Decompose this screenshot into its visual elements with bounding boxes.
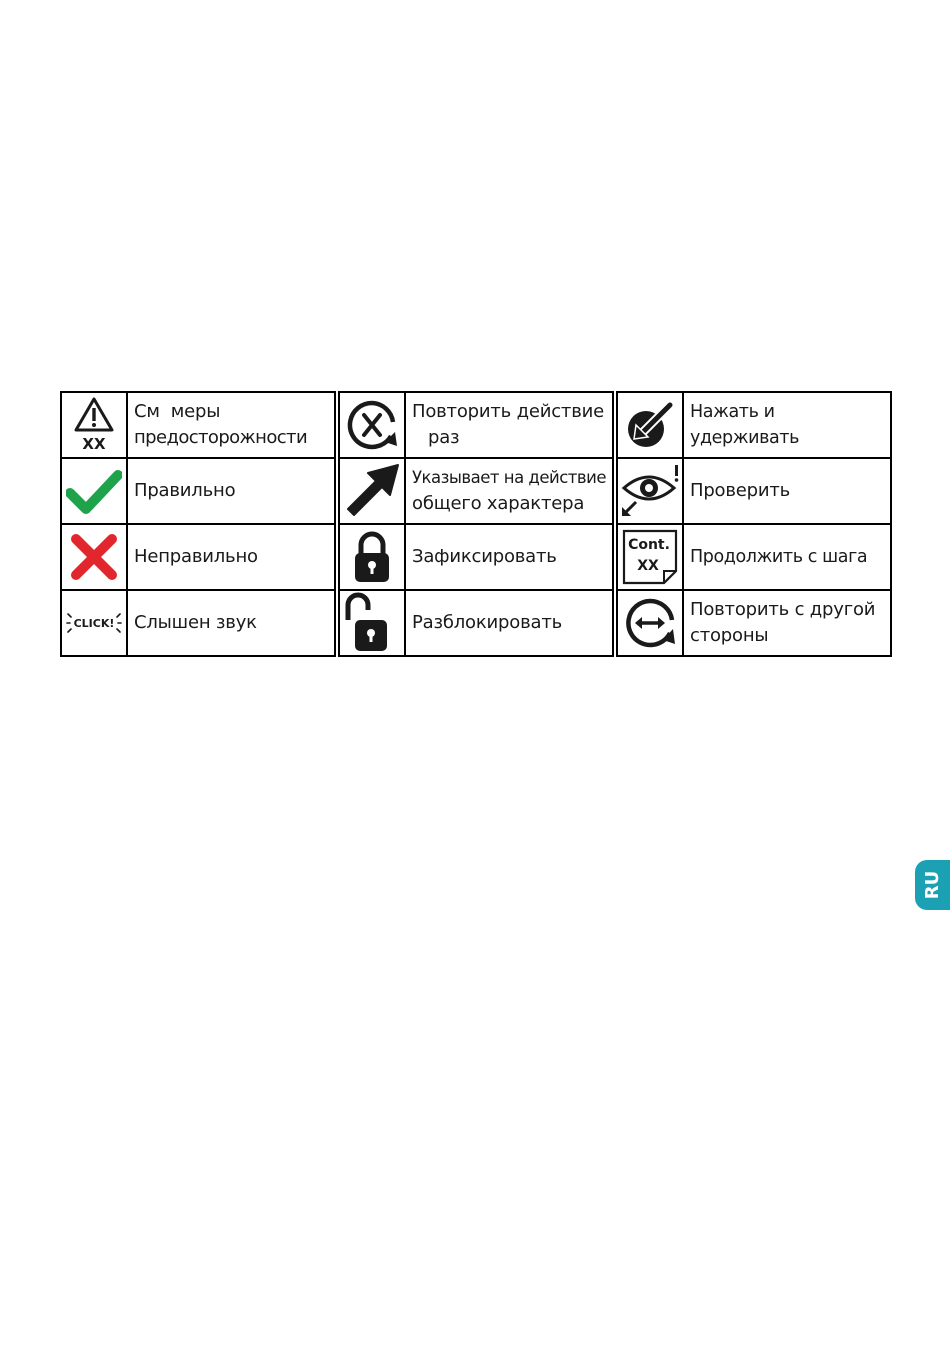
legend-table-col3	[616, 391, 892, 657]
caution-badge-text: XX	[82, 435, 106, 453]
legend-label: Зафиксировать	[405, 524, 613, 590]
legend-label	[405, 392, 613, 458]
icon-cell	[617, 392, 683, 458]
legend-row	[617, 590, 891, 656]
click-sound-icon	[64, 608, 124, 638]
legend-label: Проверить	[683, 458, 891, 524]
legend-row	[339, 524, 613, 590]
continue-note-icon	[621, 528, 679, 586]
legend-row	[61, 590, 335, 656]
diagonal-arrow-icon	[342, 461, 402, 521]
legend-row	[61, 524, 335, 590]
rotate-other-side-icon	[623, 596, 677, 650]
icon-cell	[617, 524, 683, 590]
language-tab	[915, 860, 950, 910]
legend-table-col1	[60, 391, 336, 657]
legend-label-line: стороны	[690, 625, 769, 646]
green-check-icon	[66, 467, 122, 515]
legend-row	[339, 392, 613, 458]
icon-cell	[61, 392, 127, 458]
legend-row	[61, 458, 335, 524]
language-label: RU	[922, 870, 943, 900]
legend-label	[683, 590, 891, 656]
lock-open-icon	[342, 592, 396, 654]
caution-triangle-xx-icon	[69, 396, 119, 454]
legend-row	[617, 524, 891, 590]
legend-row	[617, 392, 891, 458]
legend-label	[405, 458, 613, 524]
icon-cell	[339, 524, 405, 590]
legend-label-line: См меры	[134, 401, 221, 422]
icon-cell	[61, 524, 127, 590]
press-hold-icon	[622, 399, 678, 451]
cont-badge-text: Cont.	[628, 537, 670, 553]
icon-cell	[339, 458, 405, 524]
legend-row	[339, 590, 613, 656]
repeat-x-icon	[345, 398, 399, 452]
legend-label: Слышен звук	[127, 590, 335, 656]
legend-label-line: предосторожности	[134, 427, 308, 448]
icon-cell	[61, 458, 127, 524]
legend-label-line: Указывает на действие	[412, 468, 606, 487]
legend-row	[61, 392, 335, 458]
legend-label: Нажать и удерживать	[683, 392, 891, 458]
icon-cell	[617, 458, 683, 524]
legend-label	[127, 392, 335, 458]
red-cross-icon	[68, 531, 120, 583]
icon-cell	[617, 590, 683, 656]
legend-row	[339, 458, 613, 524]
icon-cell	[61, 590, 127, 656]
legend-label-line: общего характера	[412, 493, 585, 514]
legend-label-line: раз	[428, 427, 460, 448]
legend-table-col2	[338, 391, 614, 657]
legend-label: Неправильно	[127, 524, 335, 590]
icon-cell	[339, 392, 405, 458]
legend-label: Продолжить с шага	[683, 524, 891, 590]
legend-label: Правильно	[127, 458, 335, 524]
legend-row	[617, 458, 891, 524]
eye-check-icon	[620, 462, 680, 520]
icon-cell	[339, 590, 405, 656]
click-badge-text: CLICK!	[73, 617, 115, 630]
cont-step-text: XX	[637, 558, 659, 574]
lock-closed-icon	[352, 530, 392, 584]
legend-label-line: Повторить действие	[412, 401, 604, 422]
legend-label: Разблокировать	[405, 590, 613, 656]
legend-label-line: Повторить с другой	[690, 599, 876, 620]
